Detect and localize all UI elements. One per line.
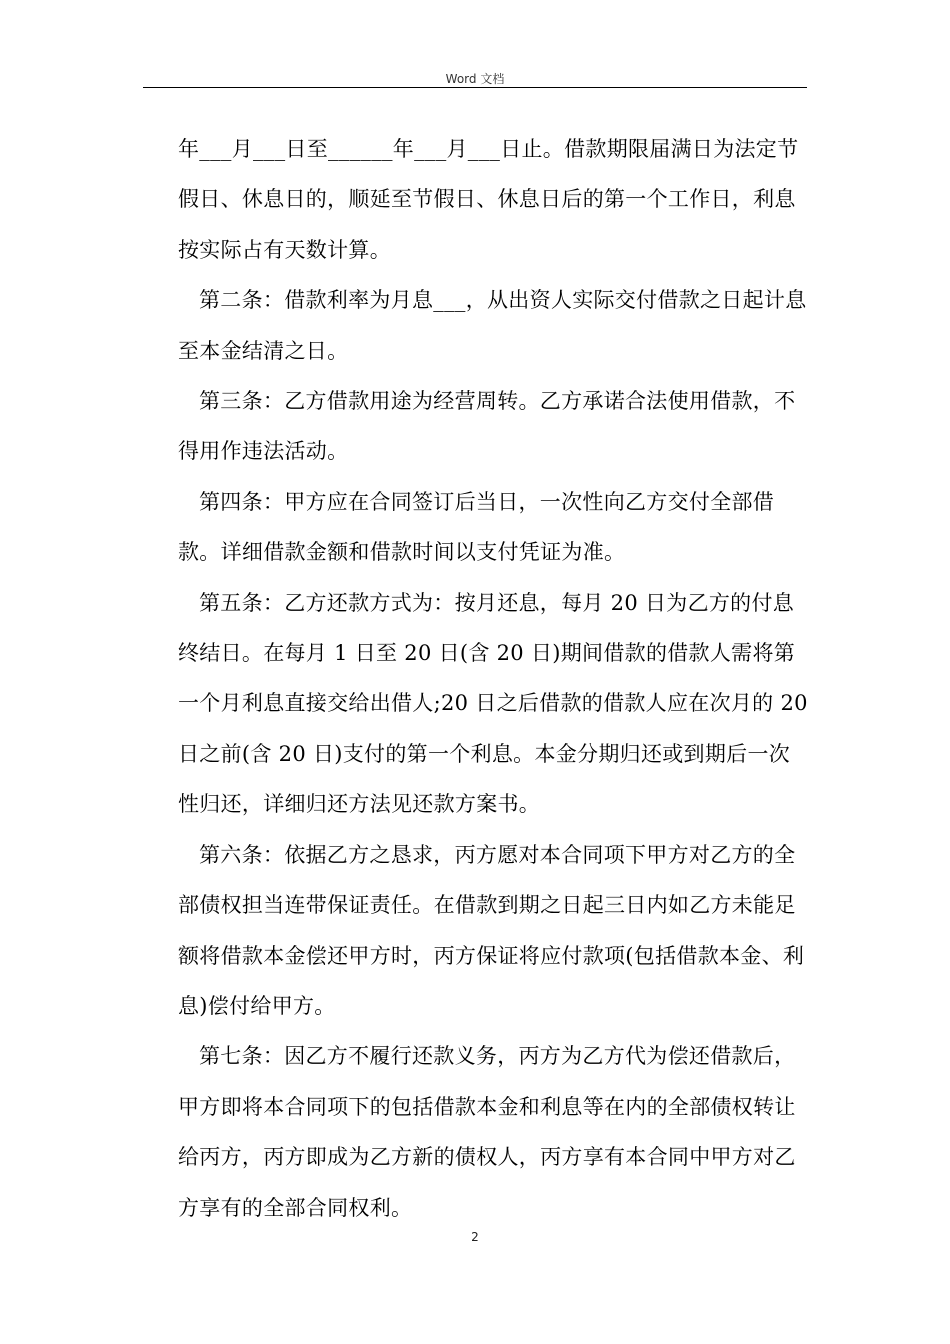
document-body: [178, 124, 808, 1233]
paragraph-article-4: 第四条：甲方应在合同签订后当日，一次性向乙方交付全部借款。详细借款金额和借款时间以支付凭证为准。: [178, 489, 775, 565]
paragraph-article-2: 第二条：借款利率为月息___，从出资人实际交付借款之日起计息至本金结清之日。: [178, 288, 807, 363]
paragraph-article-5: 第五条：乙方还款方式为：按月还息，每月 20 日为乙方的付息终结日。在每月 1 日至 20 日(含 20 日)期间借款的借款人需将第一个月利息直接交给出借人;20 日之后借款的借款人应在次月的 20 日之前(含 20 日)支付的第一个利息。本金分期归还或到期后一次性归还，详细归还方法见还款方案书。: [178, 590, 808, 817]
paragraph-article-7: 第七条：因乙方不履行还款义务，丙方为乙方代为偿还借款后，甲方即将本合同项下的包括借款本金和利息等在内的全部债权转让给丙方，丙方即成为乙方新的债权人，丙方享有本合同中甲方对乙方享有的全部合同权利。: [178, 1044, 796, 1220]
paragraph-article-6: 第六条：依据乙方之恳求，丙方愿对本合同项下甲方对乙方的全部债权担当连带保证责任。在借款到期之日起三日内如乙方未能足额将借款本金偿还甲方时，丙方保证将应付款项(包括借款本金、利息)偿付给甲方。: [178, 842, 805, 1018]
header-divider: [143, 87, 807, 88]
paragraph-term-continuation: 年___月___日至______年___月___日止。借款期限届满日为法定节假日、休息日的，顺延至节假日、休息日后的第一个工作日，利息按实际占有天数计算。: [178, 137, 799, 262]
page-header: Word 文档: [445, 72, 505, 86]
paragraph-article-3: 第三条：乙方借款用途为经营周转。乙方承诺合法使用借款，不得用作违法活动。: [178, 389, 796, 464]
page-number: 2: [471, 1230, 479, 1244]
